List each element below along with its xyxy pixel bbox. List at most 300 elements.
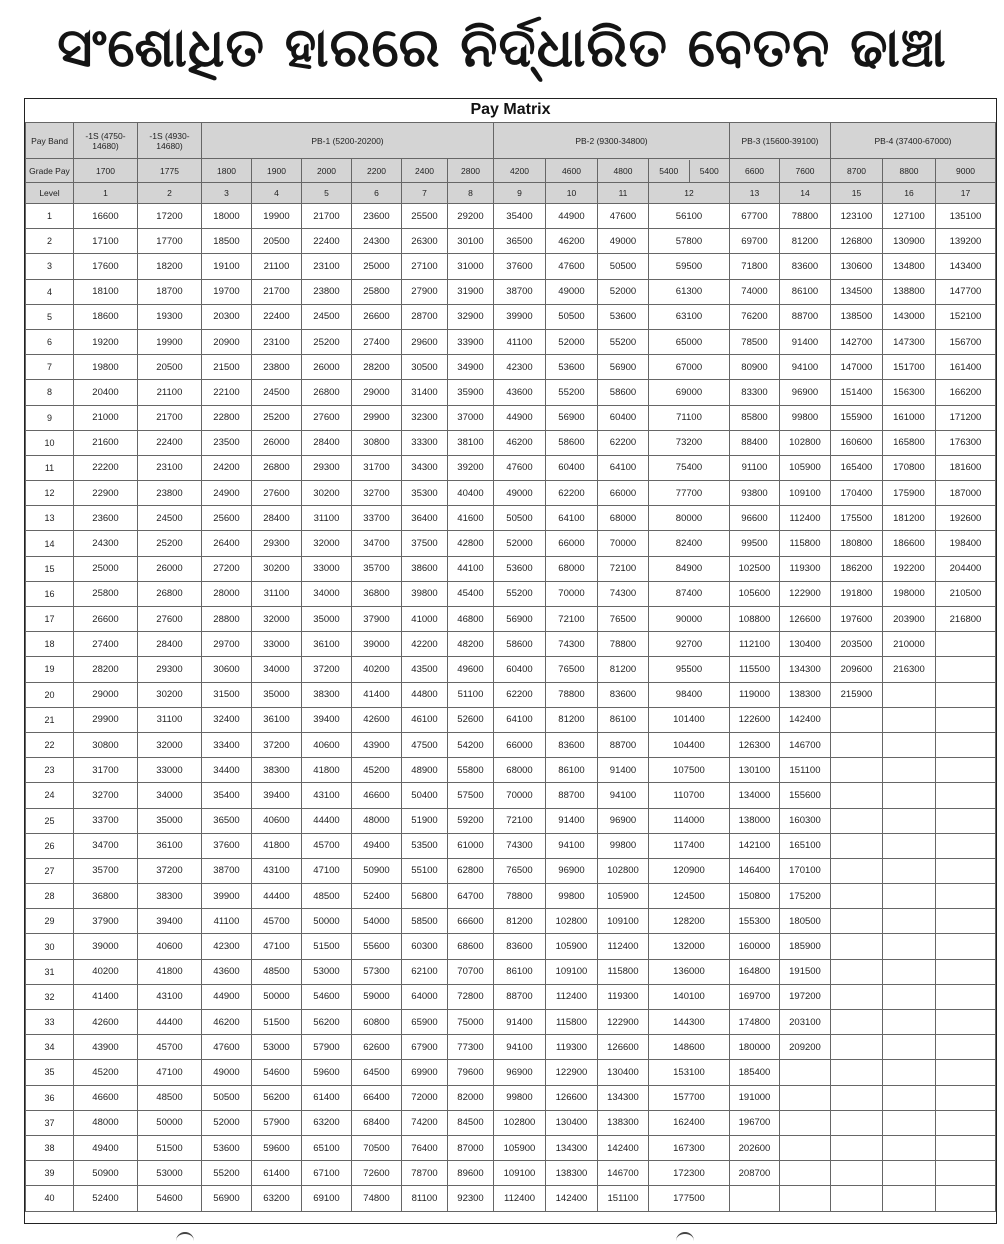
pay-cell	[780, 1161, 831, 1186]
pay-cell: 86100	[494, 959, 546, 984]
level-number: 2	[138, 183, 202, 204]
pay-cell: 82400	[649, 531, 730, 556]
pay-cell: 78700	[402, 1161, 448, 1186]
pay-cell: 160300	[780, 808, 831, 833]
row-level: 22	[26, 732, 74, 757]
pay-cell: 39900	[202, 884, 252, 909]
pay-cell: 30200	[302, 481, 352, 506]
pay-cell: 23800	[252, 355, 302, 380]
pay-cell: 18200	[138, 254, 202, 279]
pay-cell: 22400	[302, 229, 352, 254]
pay-cell: 42300	[494, 355, 546, 380]
pay-band-pb4: PB-4 (37400-67000)	[831, 123, 996, 159]
pay-cell: 22400	[138, 430, 202, 455]
level-header-row	[26, 183, 996, 204]
grade-pay-value-split	[649, 159, 730, 183]
pay-cell: 27600	[138, 607, 202, 632]
pay-cell	[883, 959, 936, 984]
pay-row	[26, 707, 996, 732]
pay-cell: 38700	[202, 858, 252, 883]
pay-row	[26, 934, 996, 959]
pay-cell: 23600	[74, 506, 138, 531]
pay-cell: 41400	[74, 984, 138, 1009]
pay-cell: 120900	[649, 858, 730, 883]
pay-cell	[780, 1085, 831, 1110]
pay-cell: 39000	[74, 934, 138, 959]
pay-cell: 28400	[138, 632, 202, 657]
pay-row	[26, 1110, 996, 1135]
pay-cell: 83600	[494, 934, 546, 959]
pay-cell: 29300	[138, 657, 202, 682]
pay-cell: 112400	[780, 506, 831, 531]
row-level: 23	[26, 758, 74, 783]
pay-row	[26, 783, 996, 808]
pay-cell: 130400	[546, 1110, 598, 1135]
pay-cell: 67100	[302, 1161, 352, 1186]
pay-cell: 142400	[598, 1135, 649, 1160]
pay-cell: 55100	[402, 858, 448, 883]
pay-cell: 36400	[402, 506, 448, 531]
pay-cell: 32900	[448, 304, 494, 329]
level-number: 10	[546, 183, 598, 204]
pay-cell: 160000	[730, 934, 780, 959]
pay-cell: 53000	[302, 959, 352, 984]
row-level: 28	[26, 884, 74, 909]
pay-cell: 50900	[74, 1161, 138, 1186]
row-level: 26	[26, 833, 74, 858]
pay-cell: 28400	[302, 430, 352, 455]
pay-cell: 26600	[74, 607, 138, 632]
pay-cell: 31700	[352, 455, 402, 480]
pay-cell: 175200	[780, 884, 831, 909]
grade-pay-value: 1800	[202, 159, 252, 183]
pay-cell: 146700	[598, 1161, 649, 1186]
pay-cell: 23600	[352, 204, 402, 229]
pay-cell	[936, 858, 996, 883]
pay-cell: 45700	[302, 833, 352, 858]
pay-row	[26, 833, 996, 858]
pay-cell: 81100	[402, 1186, 448, 1211]
pay-cell: 117400	[649, 833, 730, 858]
pay-cell: 62200	[598, 430, 649, 455]
pay-cell: 156700	[936, 329, 996, 354]
pay-cell: 58600	[494, 632, 546, 657]
row-level: 27	[26, 858, 74, 883]
pay-cell: 27200	[202, 556, 252, 581]
pay-cell: 56200	[252, 1085, 302, 1110]
pay-cell: 161000	[883, 405, 936, 430]
pay-cell: 29300	[302, 455, 352, 480]
pay-cell	[936, 934, 996, 959]
grade-pay-value: 7600	[780, 159, 831, 183]
pay-cell: 58600	[546, 430, 598, 455]
pay-cell: 48200	[448, 632, 494, 657]
pay-cell: 25200	[138, 531, 202, 556]
pay-cell: 28400	[252, 506, 302, 531]
pay-cell: 41800	[252, 833, 302, 858]
pay-cell: 42200	[402, 632, 448, 657]
pay-cell: 134300	[598, 1085, 649, 1110]
pay-cell: 32400	[202, 707, 252, 732]
pay-cell: 185400	[730, 1060, 780, 1085]
pay-cell: 32000	[252, 607, 302, 632]
pay-cell: 30800	[352, 430, 402, 455]
pay-row	[26, 682, 996, 707]
pay-cell: 146400	[730, 858, 780, 883]
level-number: 4	[252, 183, 302, 204]
pay-cell: 55200	[546, 380, 598, 405]
pay-cell: 88700	[780, 304, 831, 329]
pay-cell: 99800	[780, 405, 831, 430]
pay-cell: 51100	[448, 682, 494, 707]
pay-cell: 39900	[494, 304, 546, 329]
pay-cell: 24500	[252, 380, 302, 405]
pay-cell: 151100	[598, 1186, 649, 1211]
pay-band-row	[26, 123, 996, 159]
pay-cell: 54600	[138, 1186, 202, 1211]
pay-cell: 38300	[138, 884, 202, 909]
pay-cell: 43100	[252, 858, 302, 883]
pay-cell: 21100	[138, 380, 202, 405]
pay-cell: 90000	[649, 607, 730, 632]
pay-cell: 19200	[74, 329, 138, 354]
pay-cell: 95500	[649, 657, 730, 682]
pay-cell: 71800	[730, 254, 780, 279]
pay-cell: 32000	[138, 732, 202, 757]
pay-cell: 60300	[402, 934, 448, 959]
row-level: 19	[26, 657, 74, 682]
pay-cell: 72800	[448, 984, 494, 1009]
pay-cell: 32300	[402, 405, 448, 430]
pay-cell: 59500	[649, 254, 730, 279]
level-number: 7	[402, 183, 448, 204]
pay-cell: 24900	[202, 481, 252, 506]
pay-cell: 51500	[138, 1135, 202, 1160]
pay-cell: 74800	[352, 1186, 402, 1211]
pay-cell: 148600	[649, 1035, 730, 1060]
pay-cell: 42300	[202, 934, 252, 959]
pay-cell: 56900	[546, 405, 598, 430]
pay-cell	[936, 1186, 996, 1211]
pay-cell: 33000	[252, 632, 302, 657]
pay-cell: 98400	[649, 682, 730, 707]
pay-cell: 208700	[730, 1161, 780, 1186]
pay-cell: 176300	[936, 430, 996, 455]
pay-cell: 36100	[252, 707, 302, 732]
pay-row	[26, 531, 996, 556]
pay-cell: 66600	[448, 909, 494, 934]
pay-cell: 38100	[448, 430, 494, 455]
pay-cell: 134300	[546, 1135, 598, 1160]
pay-row	[26, 1186, 996, 1211]
pay-cell	[936, 1135, 996, 1160]
row-level: 2	[26, 229, 74, 254]
pay-cell: 203900	[883, 607, 936, 632]
pay-cell: 33000	[302, 556, 352, 581]
grade-pay-row	[26, 159, 996, 183]
row-level: 37	[26, 1110, 74, 1135]
pay-cell: 40200	[74, 959, 138, 984]
pay-cell: 112400	[494, 1186, 546, 1211]
pay-cell: 59000	[352, 984, 402, 1009]
pay-cell: 40200	[352, 657, 402, 682]
pay-cell: 130900	[883, 229, 936, 254]
pay-cell: 49400	[352, 833, 402, 858]
pay-band-pb2: PB-2 (9300-34800)	[494, 123, 730, 159]
pay-cell: 46600	[74, 1085, 138, 1110]
grade-pay-value: 6600	[730, 159, 780, 183]
pay-cell: 56900	[598, 355, 649, 380]
pay-cell: 43900	[352, 732, 402, 757]
pay-cell: 62200	[494, 682, 546, 707]
pay-cell: 94100	[780, 355, 831, 380]
pay-cell: 186200	[831, 556, 883, 581]
pay-cell: 26400	[202, 531, 252, 556]
row-level: 9	[26, 405, 74, 430]
pay-cell: 17100	[74, 229, 138, 254]
pay-cell: 65100	[302, 1135, 352, 1160]
row-level: 17	[26, 607, 74, 632]
pay-cell: 56900	[202, 1186, 252, 1211]
pay-cell: 53000	[138, 1161, 202, 1186]
pay-cell	[936, 1110, 996, 1135]
pay-cell: 134500	[831, 279, 883, 304]
pay-cell: 55800	[448, 758, 494, 783]
pay-cell: 151400	[831, 380, 883, 405]
pay-cell: 134300	[780, 657, 831, 682]
pay-cell: 102800	[546, 909, 598, 934]
pay-cell: 153100	[649, 1060, 730, 1085]
pay-cell	[936, 959, 996, 984]
pay-cell: 28200	[74, 657, 138, 682]
pay-row	[26, 1010, 996, 1035]
pay-cell: 55200	[598, 329, 649, 354]
pay-cell: 102800	[494, 1110, 546, 1135]
pay-cell: 35700	[74, 858, 138, 883]
pay-cell	[883, 909, 936, 934]
pay-cell: 69900	[402, 1060, 448, 1085]
pay-cell: 63100	[649, 304, 730, 329]
pay-cell: 192600	[936, 506, 996, 531]
pay-cell: 78800	[598, 632, 649, 657]
pay-cell: 83600	[780, 254, 831, 279]
pay-cell: 44400	[138, 1010, 202, 1035]
pay-cell: 72100	[546, 607, 598, 632]
pay-cell: 74000	[730, 279, 780, 304]
pay-cell: 20400	[74, 380, 138, 405]
pay-cell: 35400	[494, 204, 546, 229]
pay-cell: 61000	[448, 833, 494, 858]
pay-cell: 25200	[302, 329, 352, 354]
pay-row	[26, 1035, 996, 1060]
row-level: 25	[26, 808, 74, 833]
pay-cell: 38300	[302, 682, 352, 707]
pay-cell: 115800	[546, 1010, 598, 1035]
pay-cell: 73200	[649, 430, 730, 455]
pay-cell: 59600	[302, 1060, 352, 1085]
pay-cell: 66000	[598, 481, 649, 506]
pay-cell: 68400	[352, 1110, 402, 1135]
pay-row	[26, 254, 996, 279]
pay-cell: 83600	[598, 682, 649, 707]
pay-cell: 44400	[302, 808, 352, 833]
pay-cell: 37500	[402, 531, 448, 556]
pay-cell: 126600	[780, 607, 831, 632]
pay-cell	[831, 758, 883, 783]
pay-cell: 44900	[202, 984, 252, 1009]
pay-cell: 122900	[546, 1060, 598, 1085]
footer-decoration	[0, 1228, 1004, 1242]
pay-row	[26, 1060, 996, 1085]
pay-row	[26, 556, 996, 581]
pay-cell	[780, 1110, 831, 1135]
pay-cell: 169700	[730, 984, 780, 1009]
row-level: 32	[26, 984, 74, 1009]
pay-cell: 96900	[780, 380, 831, 405]
pay-cell: 88700	[598, 732, 649, 757]
pay-cell: 99800	[598, 833, 649, 858]
pay-cell: 19300	[138, 304, 202, 329]
pay-cell	[831, 1085, 883, 1110]
pay-cell: 69000	[649, 380, 730, 405]
pay-cell: 44400	[252, 884, 302, 909]
pay-cell: 27100	[402, 254, 448, 279]
pay-cell: 142400	[546, 1186, 598, 1211]
pay-cell: 29600	[402, 329, 448, 354]
pay-cell: 18600	[74, 304, 138, 329]
pay-cell: 53600	[202, 1135, 252, 1160]
pay-cell: 23100	[302, 254, 352, 279]
pay-cell: 60800	[352, 1010, 402, 1035]
pay-cell: 27600	[252, 481, 302, 506]
level-number: 8	[448, 183, 494, 204]
pay-cell: 49600	[448, 657, 494, 682]
grade-pay-value: 5400	[659, 165, 679, 176]
pay-cell: 114000	[649, 808, 730, 833]
pay-cell: 33000	[138, 758, 202, 783]
grade-pay-value: 1700	[74, 159, 138, 183]
row-level: 38	[26, 1135, 74, 1160]
pay-cell: 94100	[598, 783, 649, 808]
grade-pay-value: 4800	[598, 159, 649, 183]
pay-cell: 134000	[730, 783, 780, 808]
pay-cell: 18700	[138, 279, 202, 304]
pay-cell: 62100	[402, 959, 448, 984]
pay-cell: 203500	[831, 632, 883, 657]
pay-cell: 39400	[302, 707, 352, 732]
pay-cell: 174800	[730, 1010, 780, 1035]
row-level: 40	[26, 1186, 74, 1211]
pay-cell	[883, 858, 936, 883]
pay-cell: 19700	[202, 279, 252, 304]
level-number: 13	[730, 183, 780, 204]
row-level: 4	[26, 279, 74, 304]
pay-cell: 54000	[352, 909, 402, 934]
pay-cell: 72100	[598, 556, 649, 581]
pay-cell: 26000	[138, 556, 202, 581]
pay-cell: 102500	[730, 556, 780, 581]
pay-cell	[831, 1110, 883, 1135]
pay-cell: 70000	[546, 581, 598, 606]
pay-cell: 67000	[649, 355, 730, 380]
pay-cell: 77300	[448, 1035, 494, 1060]
pay-cell: 102800	[780, 430, 831, 455]
pay-cell: 46200	[494, 430, 546, 455]
pay-cell: 210000	[883, 632, 936, 657]
pay-cell: 22900	[74, 481, 138, 506]
pay-cell	[780, 1186, 831, 1211]
pay-cell	[883, 1060, 936, 1085]
pay-cell: 39000	[352, 632, 402, 657]
pay-cell: 77700	[649, 481, 730, 506]
pay-cell: 45400	[448, 581, 494, 606]
pay-cell: 51900	[402, 808, 448, 833]
row-level: 7	[26, 355, 74, 380]
pay-cell: 215900	[831, 682, 883, 707]
pay-cell: 105600	[730, 581, 780, 606]
pay-cell: 46200	[546, 229, 598, 254]
pay-cell: 204400	[936, 556, 996, 581]
pay-cell: 87000	[448, 1135, 494, 1160]
pay-cell: 92300	[448, 1186, 494, 1211]
pay-row	[26, 1135, 996, 1160]
pay-cell: 21700	[138, 405, 202, 430]
pay-cell: 48500	[302, 884, 352, 909]
pay-cell: 61400	[302, 1085, 352, 1110]
pay-cell: 33900	[448, 329, 494, 354]
pay-cell: 28200	[352, 355, 402, 380]
pay-cell: 122900	[598, 1010, 649, 1035]
pay-cell	[780, 1135, 831, 1160]
pay-cell: 119300	[598, 984, 649, 1009]
pay-cell: 126300	[730, 732, 780, 757]
pay-cell: 72600	[352, 1161, 402, 1186]
pay-cell: 155600	[780, 783, 831, 808]
pay-cell: 63200	[302, 1110, 352, 1135]
pay-cell: 49000	[202, 1060, 252, 1085]
pay-cell: 37600	[202, 833, 252, 858]
row-level: 36	[26, 1085, 74, 1110]
pay-cell: 143400	[936, 254, 996, 279]
pay-cell	[883, 1085, 936, 1110]
row-level: 31	[26, 959, 74, 984]
pay-cell	[936, 707, 996, 732]
pay-cell: 96900	[598, 808, 649, 833]
pay-cell: 86100	[546, 758, 598, 783]
pay-cell: 20500	[252, 229, 302, 254]
pay-row	[26, 959, 996, 984]
pay-cell: 48000	[352, 808, 402, 833]
pay-cell: 47100	[302, 858, 352, 883]
pay-cell: 67700	[730, 204, 780, 229]
pay-cell: 70000	[598, 531, 649, 556]
pay-cell: 185900	[780, 934, 831, 959]
pay-row	[26, 909, 996, 934]
pay-cell: 74300	[598, 581, 649, 606]
pay-cell	[831, 909, 883, 934]
pay-row	[26, 355, 996, 380]
pay-cell: 52000	[546, 329, 598, 354]
row-level: 30	[26, 934, 74, 959]
pay-cell: 45700	[138, 1035, 202, 1060]
pay-cell	[831, 808, 883, 833]
level-number: 9	[494, 183, 546, 204]
pay-cell: 27400	[74, 632, 138, 657]
pay-band-pb3: PB-3 (15600-39100)	[730, 123, 831, 159]
pay-cell: 155900	[831, 405, 883, 430]
pay-cell: 69700	[730, 229, 780, 254]
pay-cell: 21700	[252, 279, 302, 304]
